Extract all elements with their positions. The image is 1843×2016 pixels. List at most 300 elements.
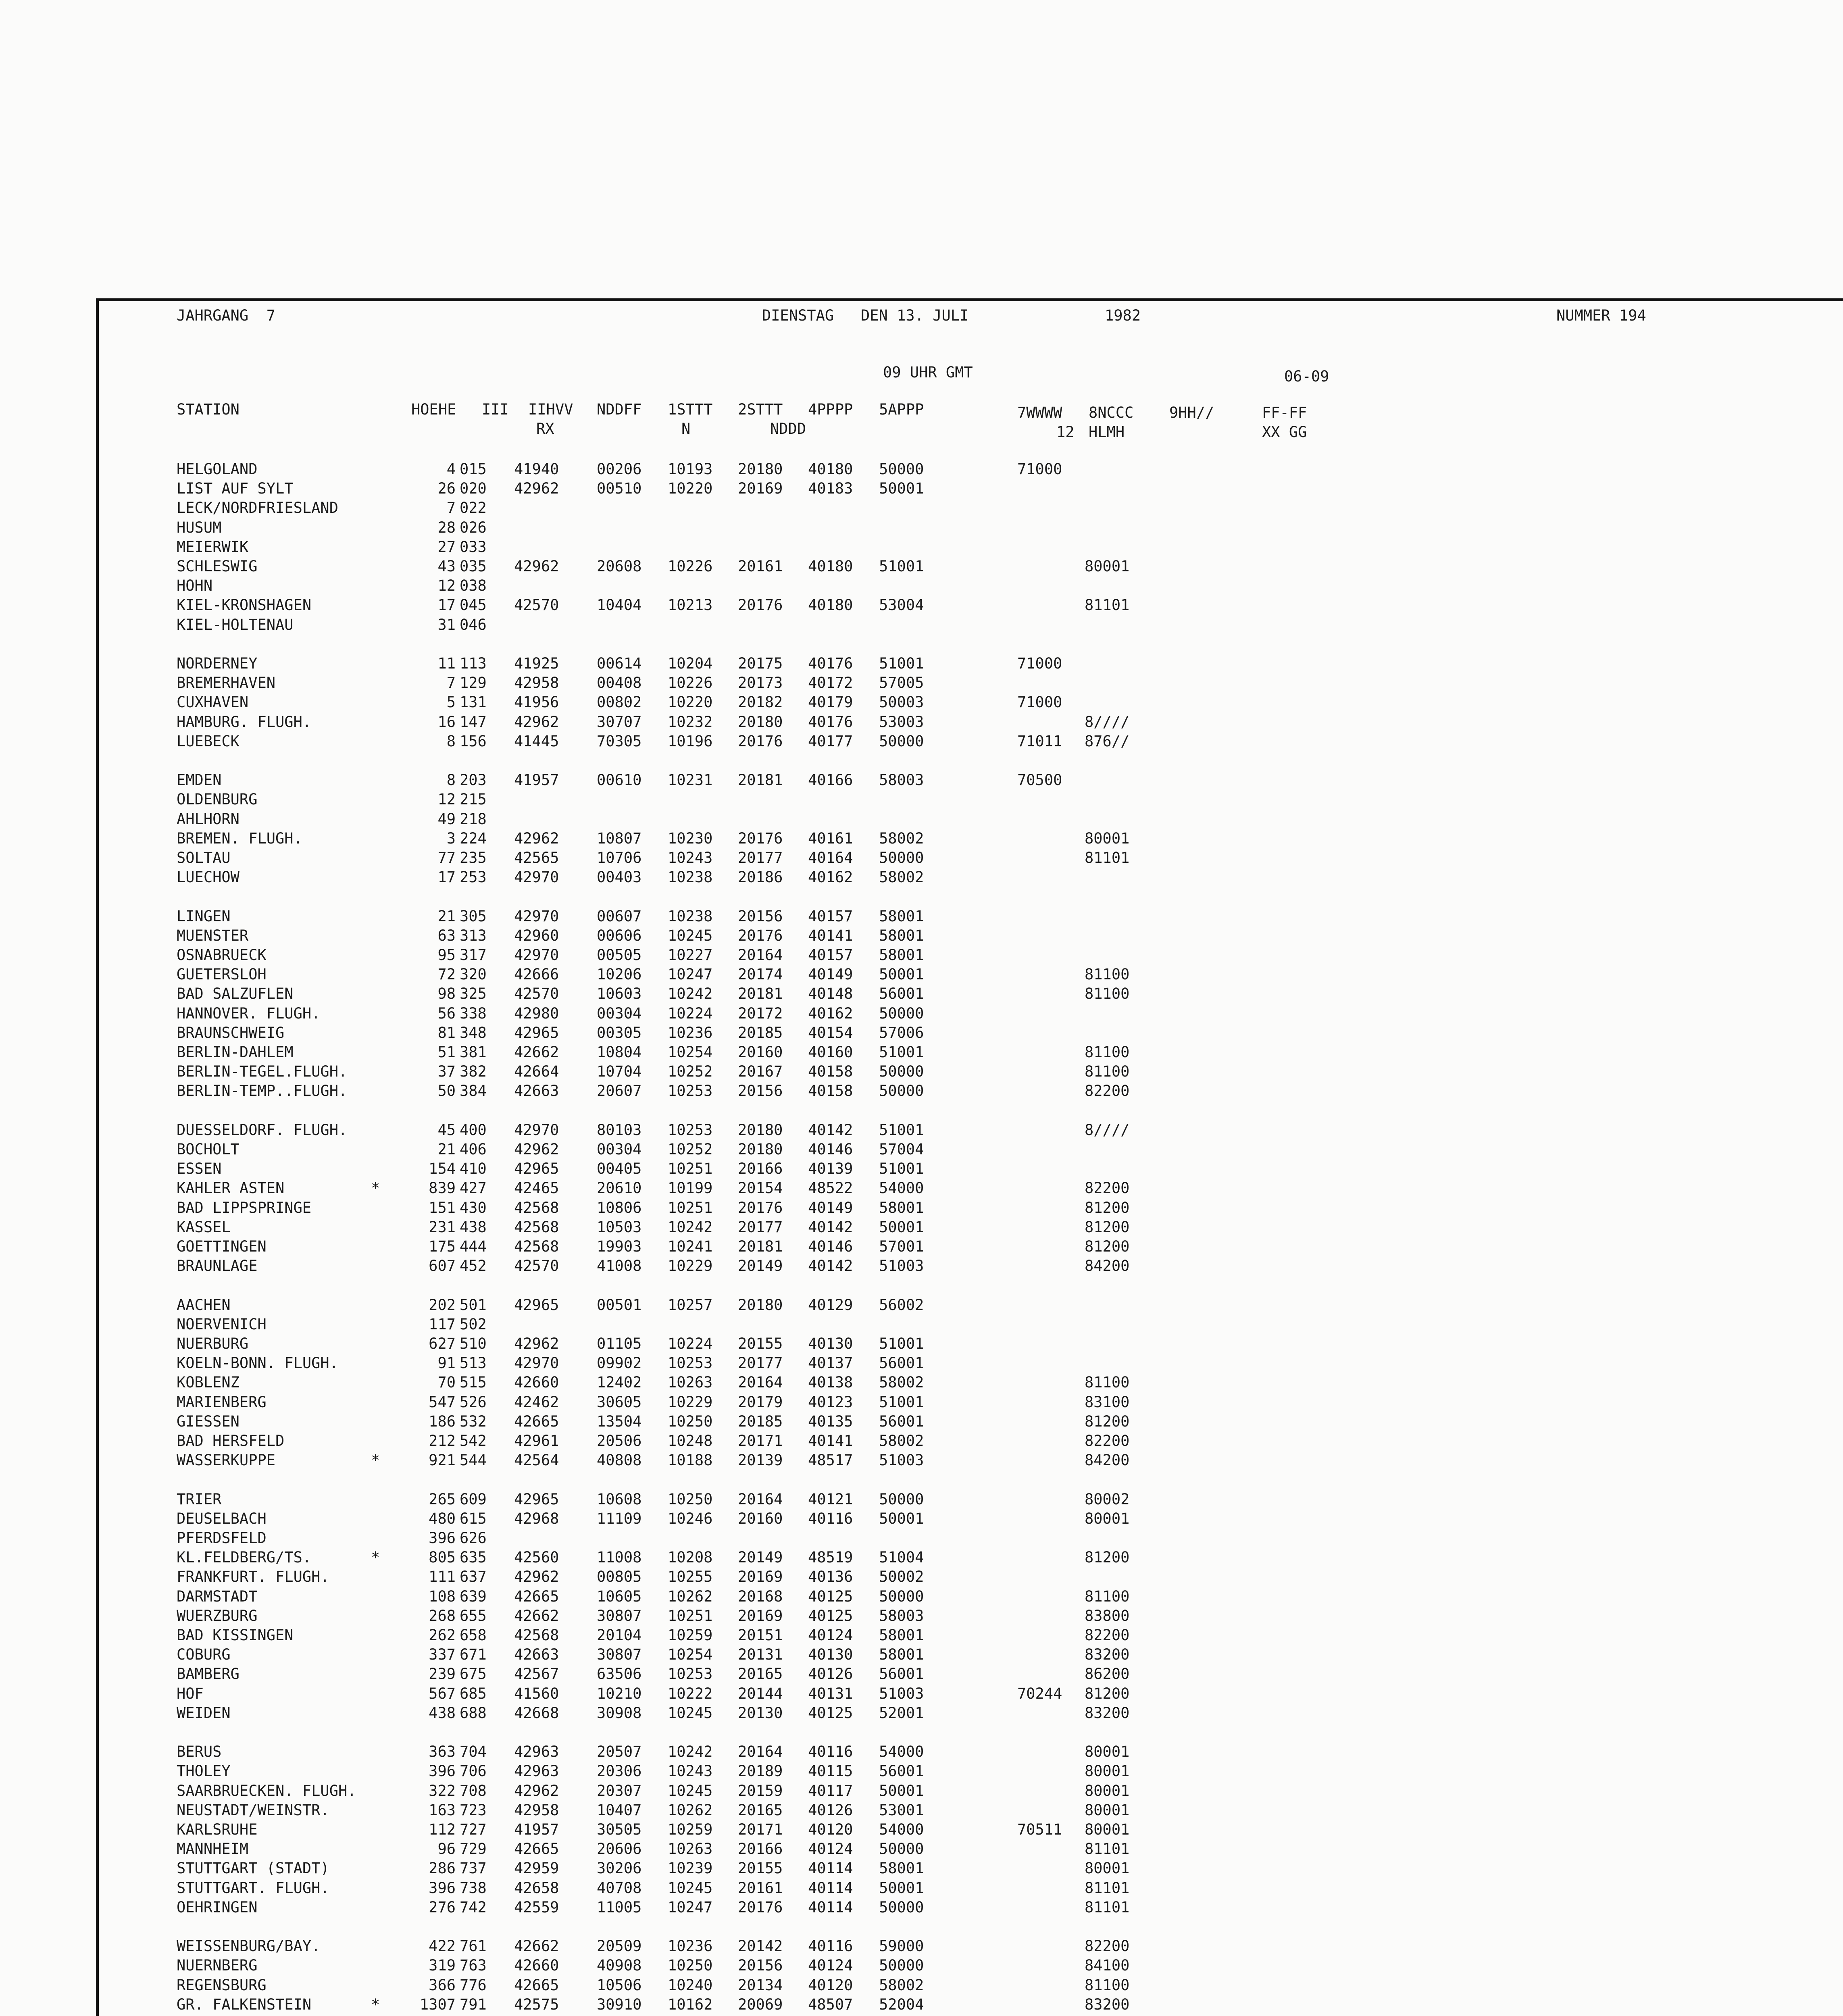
station-name: ESSEN <box>177 1160 222 1177</box>
group-1sttt: 10248 <box>668 1432 713 1450</box>
group-2sttt: 20155 <box>738 1860 783 1877</box>
group-4pppp: 40160 <box>808 1043 853 1061</box>
group-nddff: 13504 <box>597 1413 642 1430</box>
station-id: 381 <box>460 1043 487 1061</box>
group-4pppp: 40154 <box>808 1024 853 1041</box>
group-4pppp: 48519 <box>808 1549 853 1566</box>
station-height: 3 <box>446 830 456 847</box>
group-nddff: 00607 <box>597 908 642 925</box>
group-4pppp: 40129 <box>808 1296 853 1314</box>
group-8nccc: 80001 <box>1085 558 1130 575</box>
observation-time-right: 06-09 <box>1284 368 1329 385</box>
station-name: KIEL-KRONSHAGEN <box>177 596 312 614</box>
group-nddff: 09902 <box>597 1354 642 1372</box>
group-8nccc: 81101 <box>1085 1899 1130 1916</box>
station-height: 21 <box>437 908 456 925</box>
col-1sttt-sub: N <box>681 420 691 437</box>
station-name: BREMERHAVEN <box>177 674 276 691</box>
station-height: 72 <box>437 966 456 983</box>
group-nddff: 11109 <box>597 1510 642 1527</box>
station-height: 98 <box>437 985 456 1002</box>
station-id: 438 <box>460 1218 487 1236</box>
group-8nccc: 80001 <box>1085 1860 1130 1877</box>
station-name: COBURG <box>177 1646 231 1663</box>
station-height: 396 <box>429 1879 456 1897</box>
group-1sttt: 10222 <box>668 1685 713 1702</box>
group-4pppp: 40136 <box>808 1568 853 1585</box>
station-height: 12 <box>437 577 456 594</box>
group-2sttt: 20166 <box>738 1840 783 1858</box>
station-name: MARIENBERG <box>177 1393 267 1411</box>
station-id: 452 <box>460 1257 487 1275</box>
station-height: 4 <box>446 460 456 478</box>
group-2sttt: 20164 <box>738 1374 783 1391</box>
group-5appp: 50000 <box>879 1840 924 1858</box>
station-id: 400 <box>460 1121 487 1139</box>
group-nddff: 63506 <box>597 1665 642 1683</box>
station-name: PFERDSFELD <box>177 1529 267 1547</box>
station-name: MUENSTER <box>177 927 249 944</box>
group-5appp: 51003 <box>879 1257 924 1275</box>
group-8nccc: 81100 <box>1085 1976 1130 1994</box>
group-nddff: 20104 <box>597 1627 642 1644</box>
group-nddff: 10605 <box>597 1588 642 1605</box>
group-2sttt: 20166 <box>738 1160 783 1177</box>
group-2sttt: 20134 <box>738 1976 783 1994</box>
group-2sttt: 20172 <box>738 1005 783 1022</box>
station-name: HOF <box>177 1685 204 1702</box>
group-2sttt: 20142 <box>738 1937 783 1955</box>
station-id: 737 <box>460 1860 487 1877</box>
group-1sttt: 10259 <box>668 1627 713 1644</box>
station-id: 655 <box>460 1607 487 1624</box>
group-2sttt: 20069 <box>738 1996 783 2013</box>
group-1sttt: 10262 <box>668 1801 713 1819</box>
group-7wwww: 70244 <box>1017 1685 1062 1702</box>
group-iihvv: 42962 <box>514 713 559 731</box>
station-name: BRAUNLAGE <box>177 1257 258 1275</box>
station-id: 544 <box>460 1452 487 1469</box>
group-1sttt: 10254 <box>668 1646 713 1663</box>
group-8nccc: 80001 <box>1085 1743 1130 1760</box>
group-5appp: 58002 <box>879 1432 924 1450</box>
group-2sttt: 20177 <box>738 849 783 866</box>
group-iihvv: 42965 <box>514 1296 559 1314</box>
group-nddff: 41008 <box>597 1257 642 1275</box>
station-id: 542 <box>460 1432 487 1450</box>
station-name: BOCHOLT <box>177 1141 239 1158</box>
station-id: 156 <box>460 733 487 750</box>
station-name: SOLTAU <box>177 849 231 866</box>
station-height: 16 <box>437 713 456 731</box>
group-8nccc: 82200 <box>1085 1627 1130 1644</box>
group-iihvv: 42960 <box>514 927 559 944</box>
mountain-station-marker: * <box>371 1452 380 1469</box>
group-2sttt: 20185 <box>738 1024 783 1041</box>
group-5appp: 51001 <box>879 1160 924 1177</box>
station-id: 729 <box>460 1840 487 1858</box>
station-id: 626 <box>460 1529 487 1547</box>
group-nddff: 10407 <box>597 1801 642 1819</box>
group-nddff: 10210 <box>597 1685 642 1702</box>
station-height: 396 <box>429 1529 456 1547</box>
group-7wwww: 71000 <box>1017 655 1062 672</box>
station-name: WASSERKUPPE <box>177 1452 276 1469</box>
group-8nccc: 83100 <box>1085 1393 1130 1411</box>
group-5appp: 57004 <box>879 1141 924 1158</box>
group-2sttt: 20160 <box>738 1043 783 1061</box>
group-1sttt: 10231 <box>668 771 713 789</box>
group-4pppp: 40149 <box>808 1199 853 1216</box>
group-8nccc: 81100 <box>1085 985 1130 1002</box>
group-4pppp: 40176 <box>808 713 853 731</box>
group-4pppp: 40142 <box>808 1218 853 1236</box>
group-4pppp: 40142 <box>808 1257 853 1275</box>
group-8nccc: 80001 <box>1085 1510 1130 1527</box>
group-iihvv: 42568 <box>514 1218 559 1236</box>
station-name: LUECHOW <box>177 868 239 886</box>
group-2sttt: 20169 <box>738 1607 783 1624</box>
group-2sttt: 20180 <box>738 1296 783 1314</box>
station-id: 147 <box>460 713 487 731</box>
station-id: 410 <box>460 1160 487 1177</box>
group-1sttt: 10232 <box>668 713 713 731</box>
station-height: 366 <box>429 1976 456 1994</box>
group-8nccc: 81200 <box>1085 1413 1130 1430</box>
group-nddff: 20506 <box>597 1432 642 1450</box>
group-5appp: 58001 <box>879 908 924 925</box>
group-2sttt: 20171 <box>738 1432 783 1450</box>
group-1sttt: 10250 <box>668 1413 713 1430</box>
group-1sttt: 10251 <box>668 1160 713 1177</box>
station-id: 026 <box>460 519 487 536</box>
group-5appp: 50000 <box>879 733 924 750</box>
group-nddff: 20608 <box>597 558 642 575</box>
group-8nccc: 84200 <box>1085 1452 1130 1469</box>
station-id: 708 <box>460 1782 487 1799</box>
group-5appp: 57005 <box>879 674 924 691</box>
station-height: 921 <box>429 1452 456 1469</box>
group-1sttt: 10204 <box>668 655 713 672</box>
group-8nccc: 81200 <box>1085 1199 1130 1216</box>
group-8nccc: 8//// <box>1085 1121 1130 1139</box>
station-name: THOLEY <box>177 1762 231 1780</box>
station-id: 224 <box>460 830 487 847</box>
group-4pppp: 40141 <box>808 1432 853 1450</box>
station-height: 239 <box>429 1665 456 1683</box>
group-2sttt: 20164 <box>738 1491 783 1508</box>
station-name: BRAUNSCHWEIG <box>177 1024 285 1041</box>
group-nddff: 10806 <box>597 1199 642 1216</box>
group-5appp: 51001 <box>879 1335 924 1352</box>
station-name: BAD HERSFELD <box>177 1432 285 1450</box>
group-4pppp: 40166 <box>808 771 853 789</box>
station-height: 805 <box>429 1549 456 1566</box>
group-2sttt: 20149 <box>738 1549 783 1566</box>
group-4pppp: 40180 <box>808 558 853 575</box>
station-id: 218 <box>460 810 487 828</box>
group-iihvv: 42660 <box>514 1957 559 1974</box>
station-height: 111 <box>429 1568 456 1585</box>
col-1sttt: 1STTT <box>668 401 713 418</box>
station-name: MANNHEIM <box>177 1840 249 1858</box>
group-4pppp: 40114 <box>808 1899 853 1916</box>
station-name: GOETTINGEN <box>177 1238 267 1255</box>
group-1sttt: 10251 <box>668 1607 713 1624</box>
station-height: 265 <box>429 1491 456 1508</box>
group-nddff: 30605 <box>597 1393 642 1411</box>
station-id: 615 <box>460 1510 487 1527</box>
group-iihvv: 42962 <box>514 1335 559 1352</box>
group-8nccc: 83200 <box>1085 1646 1130 1663</box>
group-1sttt: 10245 <box>668 1782 713 1799</box>
group-2sttt: 20131 <box>738 1646 783 1663</box>
group-iihvv: 42962 <box>514 1141 559 1158</box>
group-4pppp: 40183 <box>808 480 853 497</box>
group-8nccc: 81101 <box>1085 849 1130 866</box>
station-id: 742 <box>460 1899 487 1916</box>
group-5appp: 58003 <box>879 771 924 789</box>
station-id: 305 <box>460 908 487 925</box>
group-iihvv: 42570 <box>514 1257 559 1275</box>
group-iihvv: 42559 <box>514 1899 559 1916</box>
group-4pppp: 40131 <box>808 1685 853 1702</box>
station-height: 607 <box>429 1257 456 1275</box>
group-5appp: 56001 <box>879 1762 924 1780</box>
station-name: OSNABRUECK <box>177 946 267 964</box>
group-5appp: 54000 <box>879 1179 924 1197</box>
group-nddff: 10804 <box>597 1043 642 1061</box>
group-5appp: 53004 <box>879 596 924 614</box>
station-height: 7 <box>446 674 456 691</box>
group-1sttt: 10252 <box>668 1141 713 1158</box>
group-4pppp: 40130 <box>808 1646 853 1663</box>
group-5appp: 52004 <box>879 1996 924 2013</box>
station-name: LIST AUF SYLT <box>177 480 294 497</box>
station-height: 108 <box>429 1588 456 1605</box>
group-4pppp: 40138 <box>808 1374 853 1391</box>
station-height: 186 <box>429 1413 456 1430</box>
group-4pppp: 40146 <box>808 1238 853 1255</box>
station-name: STUTTGART. FLUGH. <box>177 1879 329 1897</box>
station-name: KIEL-HOLTENAU <box>177 616 294 633</box>
station-id: 658 <box>460 1627 487 1644</box>
group-1sttt: 10259 <box>668 1821 713 1838</box>
group-4pppp: 40120 <box>808 1821 853 1838</box>
group-4pppp: 40125 <box>808 1588 853 1605</box>
col-8nccc-sub: HLMH <box>1089 423 1125 441</box>
group-2sttt: 20181 <box>738 1238 783 1255</box>
group-iihvv: 41957 <box>514 1821 559 1838</box>
group-2sttt: 20139 <box>738 1452 783 1469</box>
mountain-station-marker: * <box>371 1179 380 1197</box>
group-nddff: 20307 <box>597 1782 642 1799</box>
group-1sttt: 10242 <box>668 985 713 1002</box>
mountain-station-marker: * <box>371 1549 380 1566</box>
group-nddff: 30505 <box>597 1821 642 1838</box>
group-iihvv: 42568 <box>514 1199 559 1216</box>
group-4pppp: 40149 <box>808 966 853 983</box>
station-height: 37 <box>437 1063 456 1080</box>
col-iihvv-sub: RX <box>536 420 554 437</box>
group-nddff: 40708 <box>597 1879 642 1897</box>
station-name: LUEBECK <box>177 733 239 750</box>
group-4pppp: 40180 <box>808 596 853 614</box>
group-2sttt: 20177 <box>738 1354 783 1372</box>
group-5appp: 50000 <box>879 1957 924 1974</box>
station-height: 262 <box>429 1627 456 1644</box>
group-iihvv: 42962 <box>514 830 559 847</box>
station-height: 480 <box>429 1510 456 1527</box>
col-9hh: 9HH// <box>1169 404 1214 421</box>
group-iihvv: 42963 <box>514 1762 559 1780</box>
station-height: 627 <box>429 1335 456 1352</box>
group-8nccc: 80001 <box>1085 830 1130 847</box>
station-height: 396 <box>429 1762 456 1780</box>
group-5appp: 58001 <box>879 1199 924 1216</box>
station-height: 5 <box>446 694 456 711</box>
group-8nccc: 876// <box>1085 733 1130 750</box>
group-iihvv: 42665 <box>514 1976 559 1994</box>
station-height: 63 <box>437 927 456 944</box>
station-height: 28 <box>437 519 456 536</box>
group-nddff: 10704 <box>597 1063 642 1080</box>
station-height: 202 <box>429 1296 456 1314</box>
group-2sttt: 20180 <box>738 713 783 731</box>
group-1sttt: 10208 <box>668 1549 713 1566</box>
group-2sttt: 20182 <box>738 694 783 711</box>
group-5appp: 58001 <box>879 1646 924 1663</box>
group-8nccc: 81101 <box>1085 1840 1130 1858</box>
group-iihvv: 42962 <box>514 558 559 575</box>
station-name: KOBLENZ <box>177 1374 239 1391</box>
station-height: 77 <box>437 849 456 866</box>
station-name: SAARBRUECKEN. FLUGH. <box>177 1782 356 1799</box>
station-name: KAHLER ASTEN <box>177 1179 285 1197</box>
group-1sttt: 10247 <box>668 966 713 983</box>
mountain-station-marker: * <box>371 1996 380 2013</box>
group-8nccc: 84100 <box>1085 1957 1130 1974</box>
group-iihvv: 42970 <box>514 1121 559 1139</box>
group-iihvv: 42665 <box>514 1840 559 1858</box>
station-height: 438 <box>429 1704 456 1722</box>
jahrgang-label: JAHRGANG 7 <box>177 307 276 324</box>
group-8nccc: 84200 <box>1085 1257 1130 1275</box>
group-7wwww: 70500 <box>1017 771 1062 789</box>
col-ff-sub: XX GG <box>1262 423 1307 441</box>
group-iihvv: 42962 <box>514 1782 559 1799</box>
station-id: 513 <box>460 1354 487 1372</box>
group-iihvv: 42575 <box>514 1996 559 2013</box>
group-4pppp: 40157 <box>808 908 853 925</box>
group-iihvv: 42663 <box>514 1646 559 1663</box>
group-5appp: 50001 <box>879 1510 924 1527</box>
station-id: 427 <box>460 1179 487 1197</box>
group-5appp: 50001 <box>879 1782 924 1799</box>
group-1sttt: 10250 <box>668 1957 713 1974</box>
group-nddff: 00408 <box>597 674 642 691</box>
group-2sttt: 20180 <box>738 1141 783 1158</box>
group-nddff: 00305 <box>597 1024 642 1041</box>
station-name: KASSEL <box>177 1218 231 1236</box>
group-nddff: 10506 <box>597 1976 642 1994</box>
group-8nccc: 81100 <box>1085 1043 1130 1061</box>
station-name: BERLIN-TEMP..FLUGH. <box>177 1082 348 1100</box>
group-nddff: 30908 <box>597 1704 642 1722</box>
group-8nccc: 81100 <box>1085 1588 1130 1605</box>
group-2sttt: 20165 <box>738 1665 783 1683</box>
group-5appp: 57006 <box>879 1024 924 1041</box>
group-nddff: 00805 <box>597 1568 642 1585</box>
station-id: 313 <box>460 927 487 944</box>
station-name: DARMSTADT <box>177 1588 258 1605</box>
station-height: 45 <box>437 1121 456 1139</box>
group-2sttt: 20155 <box>738 1335 783 1352</box>
group-1sttt: 10255 <box>668 1568 713 1585</box>
station-id: 338 <box>460 1005 487 1022</box>
group-nddff: 00403 <box>597 868 642 886</box>
group-4pppp: 40116 <box>808 1743 853 1760</box>
station-name: MEIERWIK <box>177 538 249 556</box>
group-4pppp: 40180 <box>808 460 853 478</box>
group-1sttt: 10246 <box>668 1510 713 1527</box>
group-2sttt: 20176 <box>738 733 783 750</box>
group-4pppp: 40124 <box>808 1840 853 1858</box>
group-nddff: 70305 <box>597 733 642 750</box>
group-5appp: 58002 <box>879 830 924 847</box>
group-nddff: 11005 <box>597 1899 642 1916</box>
station-height: 56 <box>437 1005 456 1022</box>
group-1sttt: 10243 <box>668 849 713 866</box>
group-nddff: 01105 <box>597 1335 642 1352</box>
group-nddff: 30910 <box>597 1996 642 2013</box>
station-id: 045 <box>460 596 487 614</box>
station-id: 430 <box>460 1199 487 1216</box>
group-2sttt: 20161 <box>738 1879 783 1897</box>
group-5appp: 50001 <box>879 1218 924 1236</box>
group-8nccc: 83800 <box>1085 1607 1130 1624</box>
group-1sttt: 10226 <box>668 674 713 691</box>
group-5appp: 50000 <box>879 1588 924 1605</box>
group-2sttt: 20156 <box>738 1957 783 1974</box>
group-1sttt: 10227 <box>668 946 713 964</box>
station-id: 382 <box>460 1063 487 1080</box>
group-2sttt: 20171 <box>738 1821 783 1838</box>
station-id: 033 <box>460 538 487 556</box>
station-height: 91 <box>437 1354 456 1372</box>
station-height: 8 <box>446 771 456 789</box>
group-nddff: 00610 <box>597 771 642 789</box>
group-5appp: 58001 <box>879 1627 924 1644</box>
group-8nccc: 82200 <box>1085 1432 1130 1450</box>
group-1sttt: 10245 <box>668 927 713 944</box>
station-name: FRANKFURT. FLUGH. <box>177 1568 329 1585</box>
group-1sttt: 10236 <box>668 1937 713 1955</box>
station-height: 11 <box>437 655 456 672</box>
group-8nccc: 80001 <box>1085 1821 1130 1838</box>
group-2sttt: 20180 <box>738 460 783 478</box>
station-id: 406 <box>460 1141 487 1158</box>
group-iihvv: 42958 <box>514 674 559 691</box>
station-name: GR. FALKENSTEIN <box>177 1996 312 2013</box>
group-2sttt: 20189 <box>738 1762 783 1780</box>
group-2sttt: 20164 <box>738 946 783 964</box>
group-2sttt: 20185 <box>738 1413 783 1430</box>
station-name: NORDERNEY <box>177 655 258 672</box>
station-id: 035 <box>460 558 487 575</box>
group-iihvv: 42668 <box>514 1704 559 1722</box>
group-5appp: 50000 <box>879 460 924 478</box>
